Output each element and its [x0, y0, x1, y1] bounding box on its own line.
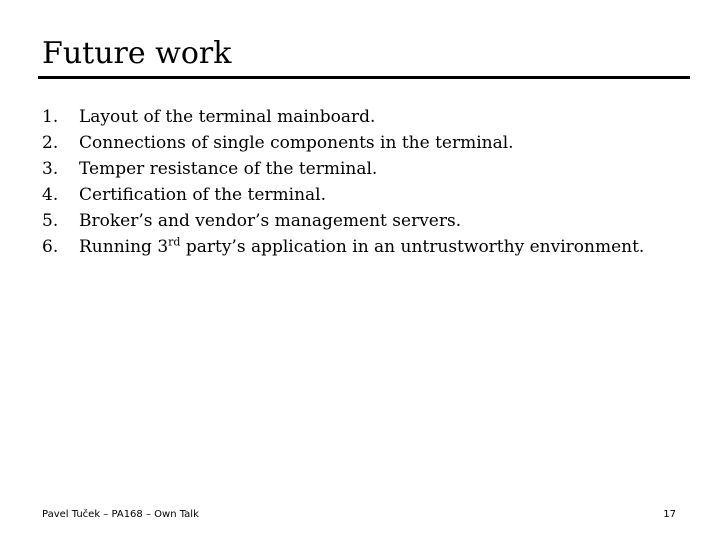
- item-number: 1.: [42, 107, 59, 127]
- item-number: 6.: [42, 237, 59, 257]
- item-text: Layout of the terminal mainboard.: [79, 107, 376, 127]
- item-text: Broker’s and vendor’s management servers.: [79, 211, 462, 231]
- item-text: Temper resistance of the terminal.: [79, 159, 378, 179]
- item-number: 2.: [42, 133, 59, 153]
- list-item: [42, 182, 644, 208]
- footer-text: Pavel Tuček – PA168 – Own Talk: [42, 509, 199, 520]
- item-text-after-superscript: party’s application in an untrustworthy environment.: [180, 237, 645, 257]
- future-work-list: [42, 104, 644, 260]
- item-text: Certification of the terminal.: [79, 185, 326, 205]
- title-underline: [38, 76, 690, 79]
- page-number: 17: [663, 509, 676, 520]
- list-item: [42, 156, 644, 182]
- item-text: [79, 234, 644, 260]
- list-item: [42, 130, 644, 156]
- slide-title: Future work: [42, 36, 232, 71]
- item-number: 3.: [42, 159, 59, 179]
- ordinal-superscript: rd: [168, 235, 181, 249]
- item-number: 4.: [42, 185, 59, 205]
- item-number: 5.: [42, 211, 59, 231]
- list-item: [42, 208, 644, 234]
- list-item: [42, 104, 644, 130]
- item-text: Connections of single components in the terminal.: [79, 133, 514, 153]
- list-item: [42, 234, 644, 260]
- item-text-before-superscript: Running 3: [79, 237, 169, 257]
